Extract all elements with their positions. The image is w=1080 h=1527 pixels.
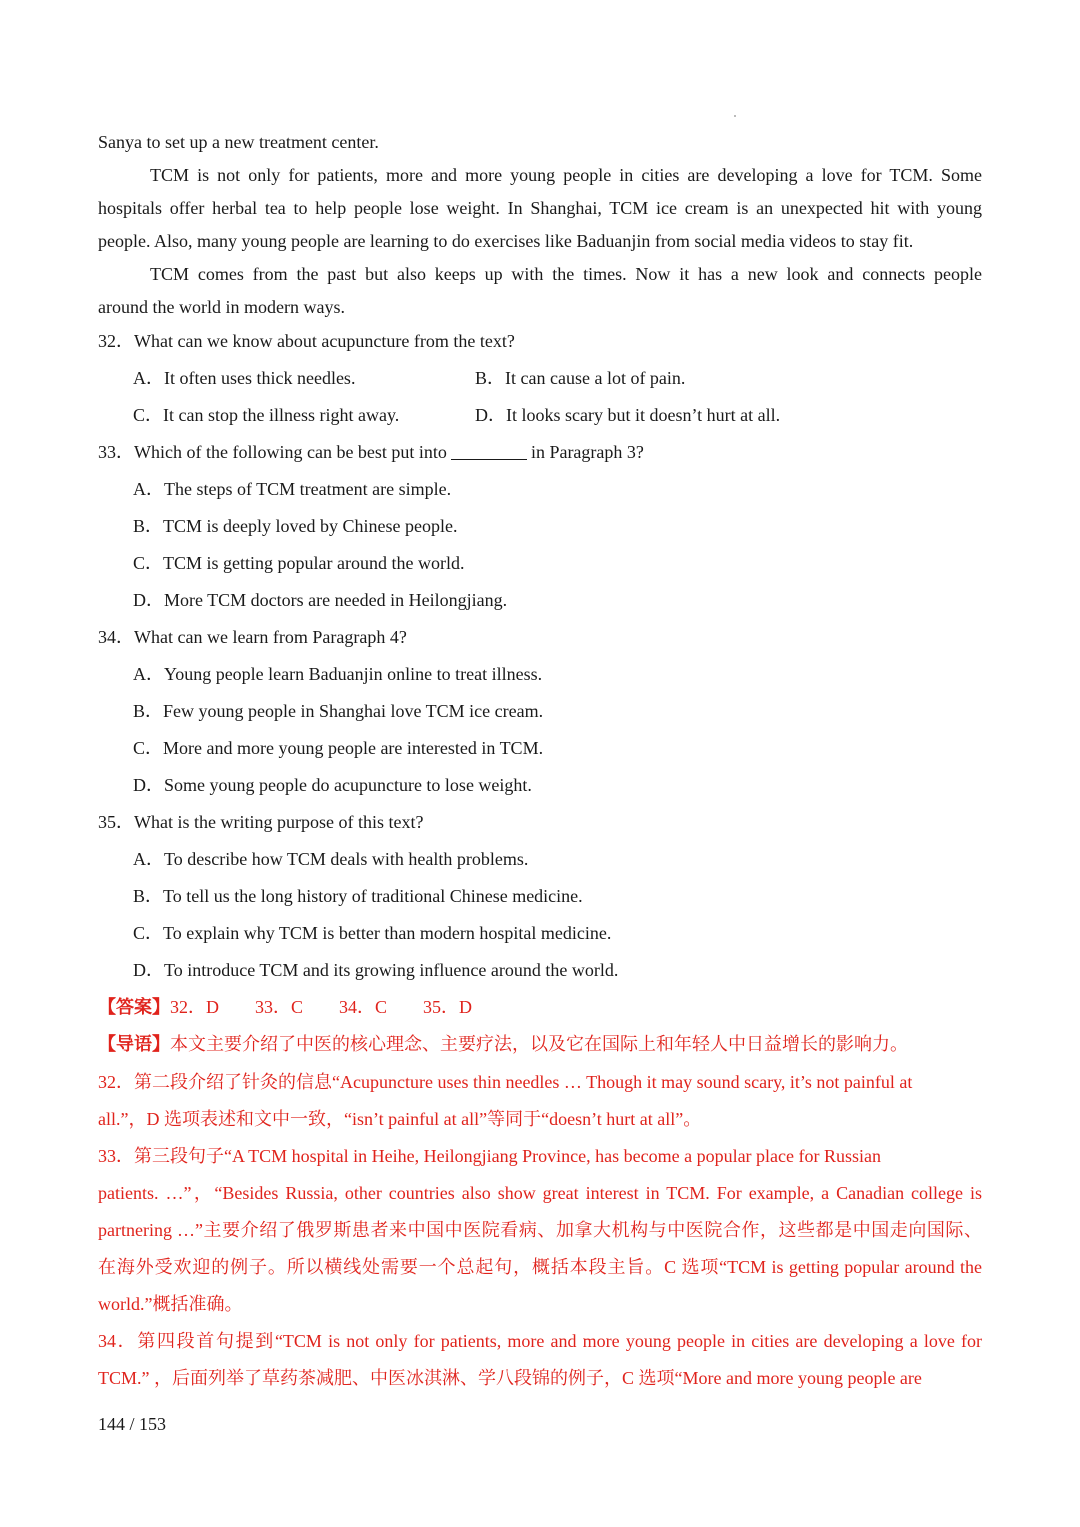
- passage-line: around the world in modern ways.: [98, 297, 345, 317]
- intro-label: 【导语】: [98, 1034, 170, 1054]
- option: B．Few young people in Shanghai love TCM ice cream.: [133, 701, 544, 721]
- passage-line: TCM is not only for patients, more and more young people in cities are developing a love for TCM. Some: [150, 165, 982, 185]
- explanation-line: all.”，D 选项表述和文中一致，“isn’t painful at all”等同于“doesn’t hurt at all”。: [98, 1109, 702, 1129]
- option: A．It often uses thick needles.: [133, 368, 356, 388]
- option: D．To introduce TCM and its growing influence around the world.: [133, 960, 619, 980]
- explanation-line: partnering …”主要介绍了俄罗斯患者来中国中医院看病、加拿大机构与中医院合作，这些都是中国走向国际、: [98, 1220, 982, 1240]
- question-stem: 34．What can we learn from Paragraph 4?: [98, 627, 407, 647]
- question-stem: 35．What is the writing purpose of this text?: [98, 812, 424, 832]
- option: B．TCM is deeply loved by Chinese people.: [133, 516, 458, 536]
- answer-key: [98, 996, 472, 1018]
- question-stem-after-blank: in Paragraph 3?: [530, 442, 644, 462]
- option: D．Some young people do acupuncture to lose weight.: [133, 775, 532, 795]
- scan-speck: [734, 115, 736, 117]
- explanation-line: 33．第三段句子“A TCM hospital in Heihe, Heilongjiang Province, has become a popular place for Russian: [98, 1146, 882, 1166]
- option: B．To tell us the long history of traditional Chinese medicine.: [133, 886, 583, 906]
- option: A．Young people learn Baduanjin online to treat illness.: [133, 664, 543, 684]
- answer-label: 【答案】: [98, 997, 170, 1017]
- option: A．To describe how TCM deals with health problems.: [133, 849, 529, 869]
- explanation-line: 在海外受欢迎的例子。所以横线处需要一个总起句，概括本段主旨。C 选项“TCM is getting popular around the: [98, 1257, 982, 1277]
- intro-line: [98, 1033, 908, 1055]
- explanation-line: patients. …”，“Besides Russia, other countries also show great interest in TCM. For example, a Canadian college is: [98, 1183, 982, 1203]
- option: B．It can cause a lot of pain.: [475, 368, 686, 388]
- explanation-line: 32．第二段介绍了针灸的信息“Acupuncture uses thin needles … Though it may sound scary, it’s not painful at: [98, 1072, 913, 1092]
- answer-list: 32．D 33．C 34．C 35．D: [170, 997, 473, 1017]
- passage-line: hospitals offer herbal tea to help people lose weight. In Shanghai, TCM ice cream is an unexpected hit with young: [98, 198, 982, 218]
- option: A．The steps of TCM treatment are simple.: [133, 479, 452, 499]
- explanation-line: world.”概括准确。: [98, 1294, 243, 1314]
- option: C．It can stop the illness right away.: [133, 405, 400, 425]
- passage-line: TCM comes from the past but also keeps up with the times. Now it has a new look and connects people: [150, 264, 982, 284]
- explanation-line: 34．第四段首句提到“TCM is not only for patients, more and more young people in cities are developing a love for: [98, 1331, 982, 1351]
- passage-line: people. Also, many young people are learning to do exercises like Baduanjin from social media videos to stay fit.: [98, 231, 914, 251]
- option: D．It looks scary but it doesn’t hurt at all.: [475, 405, 781, 425]
- question-stem: 32．What can we know about acupuncture from the text?: [98, 331, 515, 351]
- passage-line: Sanya to set up a new treatment center.: [98, 132, 379, 152]
- fill-blank: [451, 443, 527, 460]
- question-stem: [98, 441, 644, 463]
- option: C．More and more young people are interested in TCM.: [133, 738, 544, 758]
- option: D．More TCM doctors are needed in Heilongjiang.: [133, 590, 508, 610]
- page-number: 144 / 153: [98, 1414, 167, 1434]
- option: C．To explain why TCM is better than modern hospital medicine.: [133, 923, 612, 943]
- explanation-line: TCM.” ，后面列举了草药茶减肥、中医冰淇淋、学八段锦的例子，C 选项“More and more young people are: [98, 1368, 922, 1388]
- intro-text: 本文主要介绍了中医的核心理念、主要疗法，以及它在国际上和年轻人中日益增长的影响力。: [170, 1034, 908, 1054]
- option: C．TCM is getting popular around the world.: [133, 553, 465, 573]
- question-stem-before-blank: 33．Which of the following can be best put into: [98, 442, 447, 462]
